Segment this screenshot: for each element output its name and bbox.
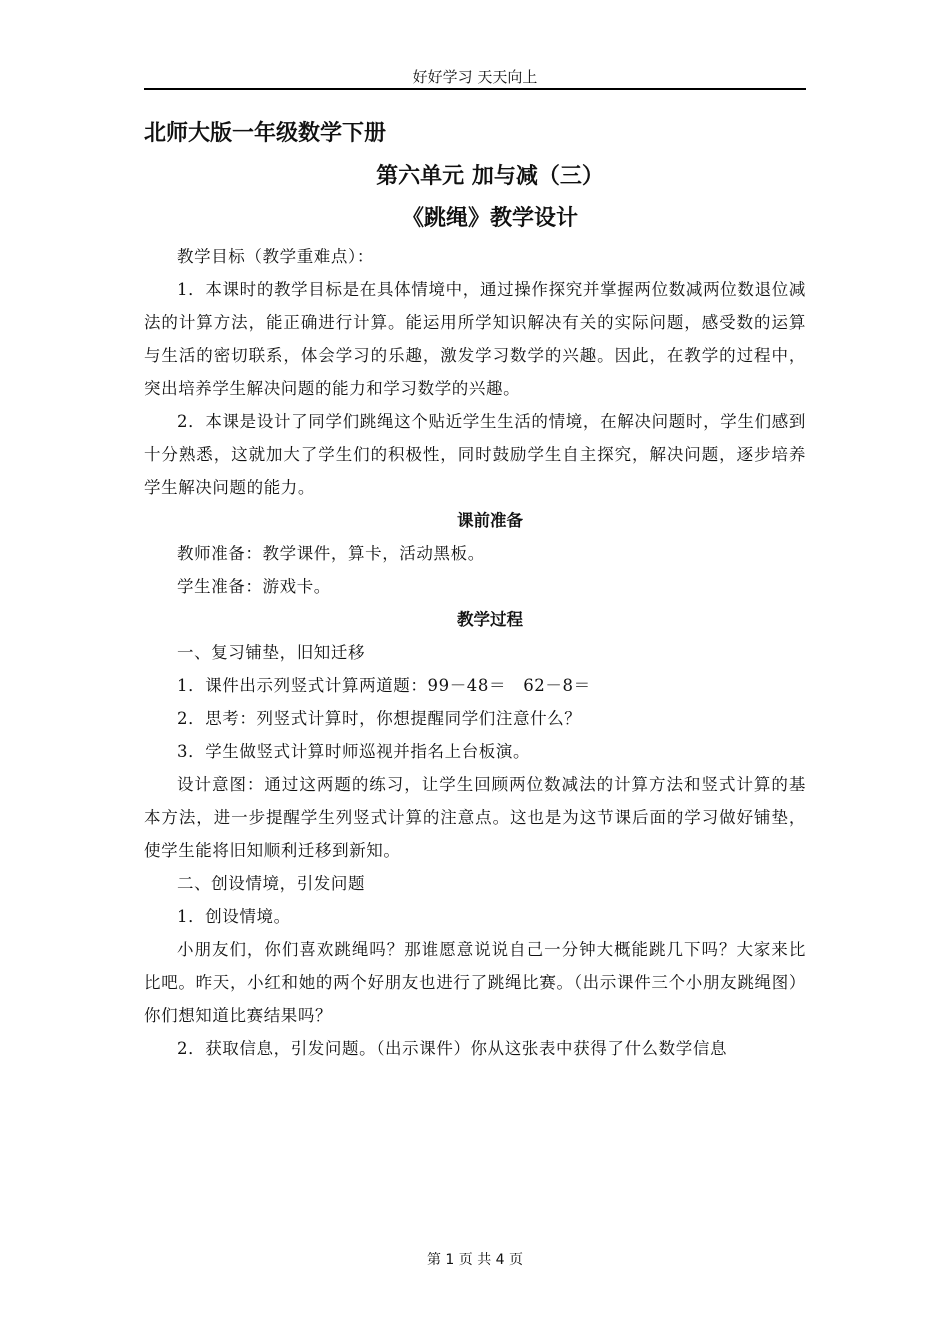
lesson-title: 《跳绳》教学设计 [401,206,578,231]
step-1-2: 2．思考：列竖式计算时，你想提醒同学们注意什么？ [177,709,582,728]
student-prep: 学生准备：游戏卡。 [177,577,331,596]
unit-title: 第六单元 加与减（三） [376,164,604,189]
document-body [144,112,806,1065]
header-rule [144,88,806,90]
step-2-2: 2．获取信息，引发问题。（出示课件）你从这张表中获得了什么数学信息 [177,1039,728,1058]
design-intent: 设计意图：通过这两题的练习，让学生回顾两位数减法的计算方法和竖式计算的基本方法，进一步提醒学生列竖式计算的注意点。这也是为这节课后面的学习做好铺垫，使学生能将旧知顺利迁移到新知。 [144,775,806,860]
step-1: 一、复习铺垫，旧知迁移 [177,643,366,662]
book-title: 北师大版一年级数学下册 [144,121,387,146]
prep-heading: 课前准备 [457,511,523,530]
page-footer: 第 1 页 共 4 页 [426,1252,524,1268]
goal-2: 2．本课是设计了同学们跳绳这个贴近学生生活的情境，在解决问题时，学生们感到十分熟悉，这就加大了学生们的积极性，同时鼓励学生自主探究，解决问题，逐步培养学生解决问题的能力。 [144,412,806,497]
goal-1: 1．本课时的教学目标是在具体情境中，通过操作探究并掌握两位数减两位数退位减法的计算方法，能正确进行计算。能运用所学知识解决有关的实际问题，感受数的运算与生活的密切联系，体会学习的乐趣，激发学习数学的兴趣。因此，在教学的过程中，突出培养学生解决问题的能力和学习数学的兴趣。 [144,280,806,398]
teacher-prep: 教师准备：教学课件，算卡，活动黑板。 [177,544,485,563]
step-1-3: 3．学生做竖式计算时师巡视并指名上台板演。 [177,742,531,761]
step-1-1: 1．课件出示列竖式计算两道题：99－48＝ 62－8＝ [177,676,591,695]
step-2-1: 1．创设情境。 [177,907,291,926]
story-paragraph: 小朋友们，你们喜欢跳绳吗？那谁愿意说说自己一分钟大概能跳几下吗？大家来比比吧。昨天，小红和她的两个好朋友也进行了跳绳比赛。（出示课件三个小朋友跳绳图）你们想知道比赛结果吗？ [144,940,806,1025]
page-header: 好好学习 天天向上 [412,68,538,86]
goals-label: 教学目标（教学重难点）： [177,247,374,266]
step-2: 二、创设情境，引发问题 [177,874,366,893]
process-heading: 教学过程 [457,610,523,629]
